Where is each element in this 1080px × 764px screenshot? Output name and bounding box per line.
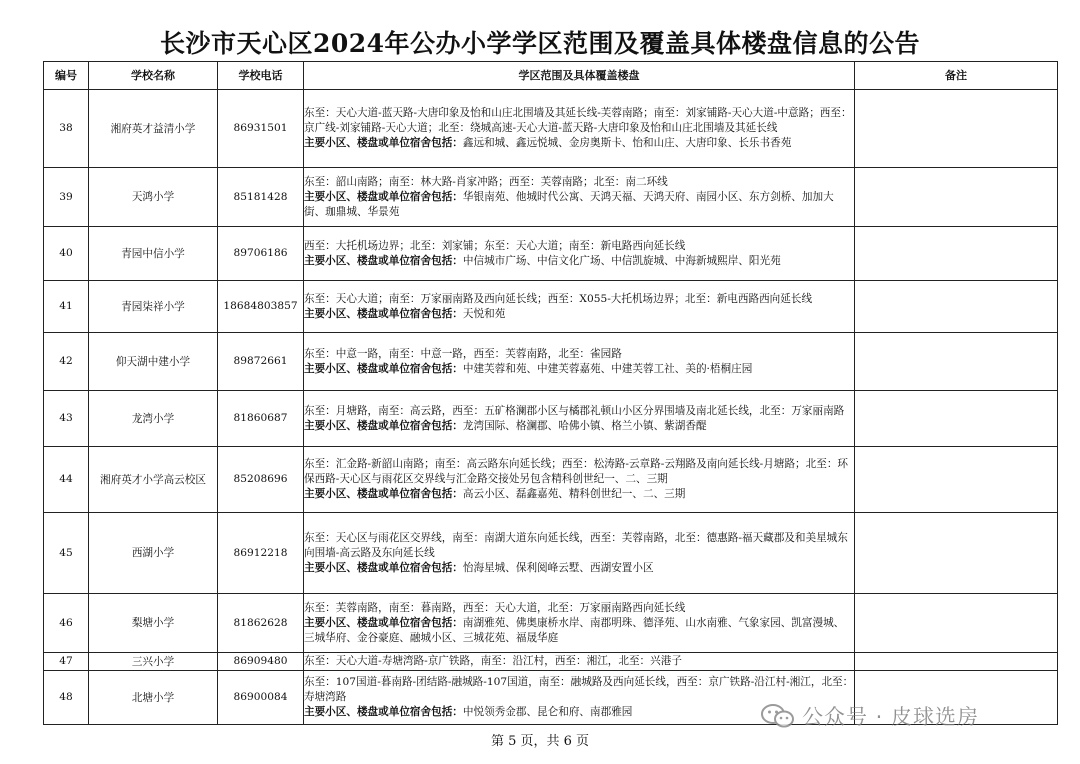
district-boundary: 西至：大托机场边界；北至：刘家铺；东至：天心大道；南至：新电路西向延长线 xyxy=(304,239,686,252)
estates-label: 主要小区、楼盘或单位宿舍包括： xyxy=(304,488,463,500)
school-phone: 85208696 xyxy=(218,447,304,513)
header-no: 编号 xyxy=(44,62,89,90)
wechat-icon xyxy=(760,703,796,729)
district-range-cell xyxy=(304,227,855,281)
estates-list: 龙湾国际、格澜郡、哈佛小镇、格兰小镇、紫湖香醍 xyxy=(462,419,707,432)
school-phone: 85181428 xyxy=(218,168,304,227)
header-district-range: 学区范围及具体覆盖楼盘 xyxy=(304,62,855,90)
school-name: 龙湾小学 xyxy=(89,391,218,447)
district-range-cell xyxy=(304,90,855,168)
estates-list: 鑫远和城、鑫远悦城、金房奥斯卡、怡和山庄、大唐印象、长乐书香苑 xyxy=(462,137,792,149)
estates-label: 主要小区、楼盘或单位宿舍包括： xyxy=(304,362,463,375)
district-range-cell xyxy=(304,653,855,671)
row-number: 47 xyxy=(44,653,89,671)
estates-list: 天悦和苑 xyxy=(462,307,506,320)
covered-estates xyxy=(304,487,854,502)
page-footer: 第 5 页，共 6 页 xyxy=(490,734,590,749)
table-row xyxy=(44,594,1058,653)
covered-estates xyxy=(304,362,854,377)
remarks-cell xyxy=(855,90,1058,168)
school-name: 湘府英才益清小学 xyxy=(89,90,218,168)
row-number: 39 xyxy=(44,168,89,227)
estates-list: 中信城市广场、中信文化广场、中信凯旋城、中海新城熙岸、阳光苑 xyxy=(462,254,781,267)
school-name: 三兴小学 xyxy=(89,653,218,671)
school-phone: 86900084 xyxy=(218,671,304,725)
school-name: 北塘小学 xyxy=(89,671,218,725)
school-phone: 81862628 xyxy=(218,594,304,653)
school-district-table xyxy=(43,61,1058,725)
district-range-cell xyxy=(304,594,855,653)
district-range-cell xyxy=(304,391,855,447)
table-row xyxy=(44,168,1058,227)
estates-label: 主要小区、楼盘或单位宿舍包括： xyxy=(304,190,463,203)
school-phone: 86909480 xyxy=(218,653,304,671)
remarks-cell xyxy=(855,391,1058,447)
estates-label: 主要小区、楼盘或单位宿舍包括： xyxy=(304,254,463,267)
district-range-cell xyxy=(304,333,855,391)
school-phone: 89872661 xyxy=(218,333,304,391)
estates-label: 主要小区、楼盘或单位宿舍包括： xyxy=(304,137,463,149)
remarks-cell xyxy=(855,281,1058,333)
school-name: 湘府英才小学高云校区 xyxy=(89,447,218,513)
row-number: 38 xyxy=(44,90,89,168)
covered-estates xyxy=(304,616,854,646)
estates-list: 华银南苑、他城时代公寓、天鸿天福、天鸿天府、南园小区、东方剑桥、加加大街、珈鼎城、华景苑 xyxy=(304,190,834,218)
district-boundary: 东至：天心大道-蓝天路-大唐印象及怡和山庄北围墙及其延长线-芙蓉南路；南至：刘家铺路-天心大道-中意路；西至：京广线-刘家铺路-天心大道；北至：绕城高速-天心大道-蓝天路-大唐印象及怡和山庄北围墙及其延长线 xyxy=(304,107,852,134)
covered-estates xyxy=(304,254,854,269)
remarks-cell xyxy=(855,447,1058,513)
estates-label: 主要小区、楼盘或单位宿舍包括： xyxy=(304,616,463,629)
table-row xyxy=(44,447,1058,513)
estates-list: 怡海星城、保利阅峰云墅、西湖安置小区 xyxy=(462,561,654,574)
school-name: 青园中信小学 xyxy=(89,227,218,281)
school-phone: 81860687 xyxy=(218,391,304,447)
table-row xyxy=(44,227,1058,281)
school-phone: 86912218 xyxy=(218,513,304,594)
covered-estates xyxy=(304,307,854,322)
district-boundary: 东至：韶山南路；南至：林大路-肖家冲路；西至：芙蓉南路；北至：南二环线 xyxy=(304,175,668,188)
school-name: 青园柒祥小学 xyxy=(89,281,218,333)
district-boundary: 东至：天心大道；南至：万家丽南路及西向延长线；西至：X055-大托机场边界；北至：新电西路西向延长线 xyxy=(304,292,813,305)
district-range-cell xyxy=(304,168,855,227)
school-name: 仰天湖中建小学 xyxy=(89,333,218,391)
remarks-cell xyxy=(855,513,1058,594)
table-row xyxy=(44,333,1058,391)
estates-list: 中悦领秀金郡、昆仑和府、南郡雅园 xyxy=(462,706,633,718)
school-phone: 18684803857 xyxy=(218,281,304,333)
row-number: 41 xyxy=(44,281,89,333)
remarks-cell xyxy=(855,227,1058,281)
row-number: 44 xyxy=(44,447,89,513)
row-number: 45 xyxy=(44,513,89,594)
remarks-cell xyxy=(855,653,1058,671)
table-row xyxy=(44,281,1058,333)
row-number: 46 xyxy=(44,594,89,653)
watermark xyxy=(760,701,979,731)
header-school-name: 学校名称 xyxy=(89,62,218,90)
estates-label: 主要小区、楼盘或单位宿舍包括： xyxy=(304,307,463,320)
school-phone: 86931501 xyxy=(218,90,304,168)
page-title: 长沙市天心区2024年公办小学学区范围及覆盖具体楼盘信息的公告 xyxy=(159,29,921,58)
remarks-cell xyxy=(855,594,1058,653)
school-name: 梨塘小学 xyxy=(89,594,218,653)
row-number: 40 xyxy=(44,227,89,281)
watermark-text: 公众号 · 皮球选房 xyxy=(802,705,980,729)
school-phone: 89706186 xyxy=(218,227,304,281)
table-row xyxy=(44,513,1058,594)
row-number: 48 xyxy=(44,671,89,725)
covered-estates xyxy=(304,136,854,151)
covered-estates xyxy=(304,419,854,434)
covered-estates xyxy=(304,561,854,576)
school-name: 西湖小学 xyxy=(89,513,218,594)
estates-list: 高云小区、磊鑫嘉苑、精科创世纪一、二、三期 xyxy=(462,488,686,500)
estates-list: 南湖雅苑、佛奥康桥水岸、南郡明珠、德泽苑、山水南雅、气象家园、凯富漫城、三城华府、金谷豪庭、融城小区、三城花苑、福晟华庭 xyxy=(304,616,845,644)
table-row xyxy=(44,391,1058,447)
estates-label: 主要小区、楼盘或单位宿舍包括： xyxy=(304,561,463,574)
district-boundary: 东至：中意一路，南至：中意一路，西至：芙蓉南路，北至：雀园路 xyxy=(304,347,622,360)
district-boundary: 东至：107国道-暮南路-团结路-融城路-107国道，南至：融城路及西向延长线，西至：京广铁路-沿江村-湘江，北至：寿塘湾路 xyxy=(304,676,854,703)
header-remarks: 备注 xyxy=(855,62,1058,90)
row-number: 43 xyxy=(44,391,89,447)
table-body xyxy=(44,90,1058,725)
district-boundary: 东至：月塘路，南至：高云路，西至：五矿格澜郡小区与橘郡礼顿山小区分界围墙及南北延长线，北至：万家丽南路 xyxy=(304,404,845,417)
district-boundary: 东至：天心区与雨花区交界线，南至：南湖大道东向延长线，西至：芙蓉南路，北至：德惠路-福天藏郡及和美星城东向围墙-高云路及东向延长线 xyxy=(304,531,848,559)
district-boundary: 东至：芙蓉南路，南至：暮南路，西至：天心大道，北至：万家丽南路西向延长线 xyxy=(304,601,686,614)
estates-label: 主要小区、楼盘或单位宿舍包括： xyxy=(304,706,463,718)
school-name: 天鸿小学 xyxy=(89,168,218,227)
row-number: 42 xyxy=(44,333,89,391)
district-range-cell xyxy=(304,281,855,333)
remarks-cell xyxy=(855,333,1058,391)
estates-label: 主要小区、楼盘或单位宿舍包括： xyxy=(304,419,463,432)
district-range-cell xyxy=(304,447,855,513)
table-header-row xyxy=(44,62,1058,90)
covered-estates xyxy=(304,190,854,220)
remarks-cell xyxy=(855,168,1058,227)
estates-list: 中建芙蓉和苑、中建芙蓉嘉苑、中建芙蓉工社、美的·梧桐庄园 xyxy=(462,362,753,375)
header-school-phone: 学校电话 xyxy=(218,62,304,90)
table-row xyxy=(44,653,1058,671)
district-boundary: 东至：天心大道-寿塘湾路-京广铁路，南至：沿江村，西至：湘江，北至：兴港子 xyxy=(304,655,682,667)
table-row xyxy=(44,90,1058,168)
district-range-cell xyxy=(304,513,855,594)
district-boundary: 东至：汇金路-新韶山南路；南至：高云路东向延长线；西至：松涛路-云章路-云翔路及南向延长线-月塘路；北至：环保西路-天心区与雨花区交界线与汇金路交接处另包含精科创世纪一、二、三期 xyxy=(304,458,849,485)
